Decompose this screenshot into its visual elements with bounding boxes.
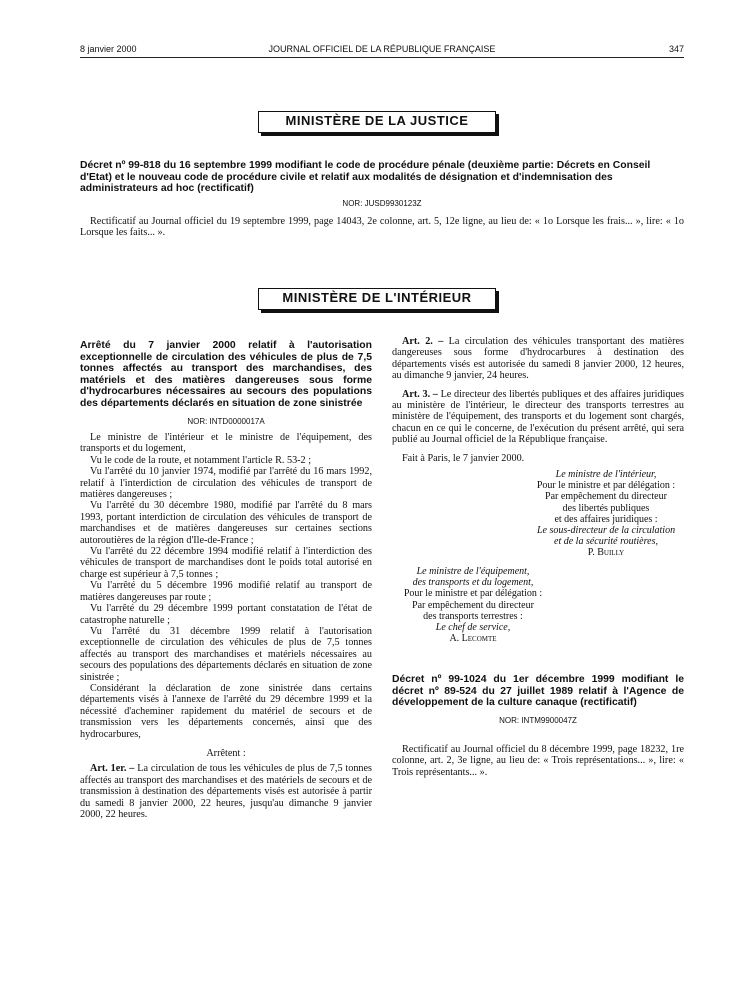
ministry-justice-heading: MINISTÈRE DE LA JUSTICE	[258, 111, 496, 133]
article-3	[392, 389, 684, 446]
visa-paragraph: Considérant la déclaration de zone sinistrée dans certains départements visés à l'annexe de l'arrêté du 29 décembre 1999 et la nécessité d'acheminer rapidement du matériel de secours et de transmission vers les départements concernés, ainsi que des hydrocarbures,	[80, 682, 372, 740]
article-1-label: Art. 1er. –	[90, 763, 135, 775]
arrete-visas	[80, 432, 372, 820]
sig2-line: des transports terrestres :	[423, 610, 523, 622]
header-date: 8 janvier 2000	[80, 44, 137, 54]
header-journal-title: JOURNAL OFFICIEL DE LA RÉPUBLIQUE FRANÇAISE	[268, 44, 496, 54]
decree-body-text: Rectificatif au Journal officiel du 19 septembre 1999, page 14043, 2e colonne, art. 5, 12e ligne, au lieu de: « 1o Lorsque les frais... », lire: « 1o Lorsque les faits... ».	[80, 216, 684, 239]
sig1-line: Par empêchement du directeur	[545, 491, 667, 503]
arretent-label: Arrêtent :	[206, 747, 246, 759]
decree2-body	[392, 744, 684, 778]
signature-block-interieur	[520, 469, 692, 559]
sig2-role: Le ministre de l'équipement,	[416, 566, 530, 577]
sig2-name: A. Lecomte	[449, 633, 497, 645]
arrete-title: Arrêté du 7 janvier 2000 relatif à l'autorisation exceptionnelle de circulation des véhicules de plus de 7,5 tonnes affectés au transport des marchandises, des matériels et des matières dangereuses sous forme d'hydrocarbures nécessaires au secours des populations des départements déclarés en situation de zone sinistrée	[80, 340, 372, 409]
article-2-text: La circulation des véhicules transportant des matières dangereuses sous forme d'hydrocarbures à destination des départements visés est autorisée du samedi 8 janvier 2000, 12 heures, au dimanche 9 janvier, 24 heures.	[392, 336, 684, 382]
sig2-role: des transports et du logement,	[412, 577, 534, 589]
decree2-title: Décret nº 99-1024 du 1er décembre 1999 modifiant le décret nº 89-524 du 27 juillet 1989 relatif à l'Agence de développement de la culture canaque (rectificatif)	[392, 674, 684, 708]
decree-title: Décret nº 99-818 du 16 septembre 1999 modifiant le code de procédure pénale (deuxième partie: Décrets en Conseil d'Etat) et le nouveau code de procédure civile et relatif aux modalités de désignation et d'indemnisation des administrateurs ad hoc (rectificatif)	[80, 160, 651, 194]
sig2-line: Par empêchement du directeur	[412, 599, 534, 611]
article-1-text: La circulation de tous les véhicules de plus de 7,5 tonnes affectés au transport des marchandises et des matériels de secours et de transmission à destination des départements visés est autorisée à partir du samedi 8 janvier 2000, 22 heures, jusqu'au dimanche 9 janvier 2000, 22 heures.	[80, 763, 372, 820]
decree-body	[80, 216, 684, 239]
sig2-line: Pour le ministre et par délégation :	[403, 588, 543, 600]
article-2	[392, 336, 684, 382]
visa-paragraph: Vu l'arrêté du 5 décembre 1996 modifié relatif au transport de matières dangereuses par route ;	[80, 580, 372, 603]
visa-paragraph: Vu l'arrêté du 31 décembre 1999 relatif à l'autorisation exceptionnelle de circulation des véhicules de plus de 7,5 tonnes affectés au transport des marchandises et matériels nécessaires au secours des populations des départements déclarés en situation de zone sinistrée ;	[80, 625, 372, 683]
visa-paragraph: Vu l'arrêté du 10 janvier 1974, modifié par l'arrêté du 16 mars 1992, relatif à l'interdiction de circulation des véhicules de transport de matières dangereuses ;	[80, 466, 372, 501]
sig1-line: Le sous-directeur de la circulation	[536, 525, 676, 537]
arrete-nor: NOR: INTD0000017A	[187, 417, 265, 426]
ministry-interieur-heading: MINISTÈRE DE L'INTÉRIEUR	[258, 288, 496, 310]
header-rule	[80, 57, 684, 58]
sig1-name: P. Builly	[587, 547, 625, 559]
article-3-label: Art. 3. –	[402, 388, 438, 400]
article-3-text: Le directeur des libertés publiques et des affaires juridiques au ministère de l'intérieur, le directeur des transports terrestres au ministère de l'équipement, des transports et du logement sont chargés, chacun en ce qui le concerne, de l'exécution du présent arrêté, qui sera publié au Journal officiel de la République française.	[392, 388, 685, 446]
decree-nor: NOR: JUSD9930123Z	[342, 199, 422, 208]
sig1-line: et des affaires juridiques :	[554, 513, 658, 525]
done-at: Fait à Paris, le 7 janvier 2000.	[402, 452, 525, 464]
decree2-nor: NOR: INTM9900047Z	[499, 716, 577, 725]
sig1-role: Le ministre de l'intérieur,	[555, 469, 657, 480]
signature-block-equipement	[392, 566, 554, 644]
decree2-body-text: Rectificatif au Journal officiel du 8 décembre 1999, page 18232, 1re colonne, art. 2, 3e ligne, au lieu de: « Trois représentations... », lire: « Trois représentants... ».	[392, 744, 684, 778]
right-column	[392, 336, 684, 464]
sig1-line: des libertés publiques	[562, 502, 650, 514]
visa-paragraph: Vu l'arrêté du 22 décembre 1994 modifié relatif à l'interdiction des véhicules de transport de marchandises dont le poids total autorisé en charge est supérieur à 7,5 tonnes ;	[80, 546, 372, 580]
article-2-label: Art. 2. –	[402, 336, 444, 347]
sig1-line: et de la sécurité routières,	[554, 536, 658, 548]
article-1	[80, 763, 372, 820]
sig2-line: Le chef de service,	[435, 622, 511, 634]
sig1-line: Pour le ministre et par délégation :	[536, 480, 676, 492]
visa-paragraph: Vu l'arrêté du 30 décembre 1980, modifié par l'arrêté du 8 mars 1993, portant interdiction de circulation des véhicules de transport de marchandises et de matières dangereuses sur certaines sections autoroutières de la région d'Ile-de-France ;	[80, 500, 372, 546]
visa-paragraph: Vu l'arrêté du 29 décembre 1999 portant constatation de l'état de catastrophe naturelle ;	[80, 603, 372, 626]
visa-paragraph: Le ministre de l'intérieur et le ministre de l'équipement, des transports et du logement,	[80, 432, 372, 455]
visa-paragraph: Vu le code de la route, et notamment l'article R. 53-2 ;	[90, 454, 312, 466]
header-page-number: 347	[668, 44, 684, 54]
